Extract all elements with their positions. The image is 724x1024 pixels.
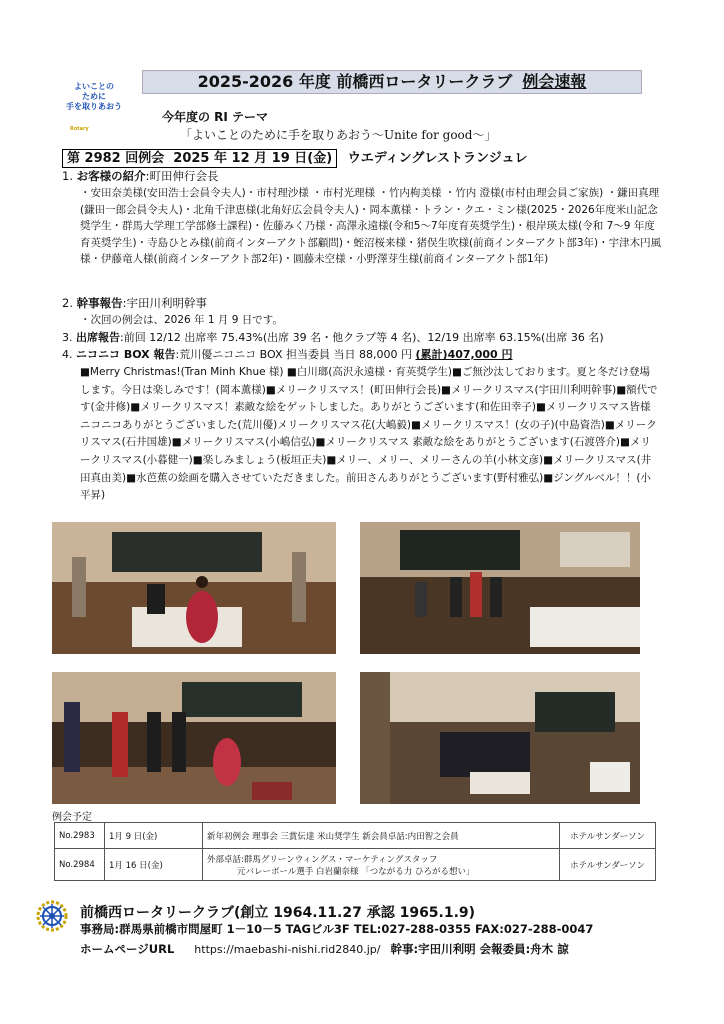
secretary-report: ・次回の例会は、2026 年 1 月 9 日です。	[80, 314, 283, 326]
footer-hp-line	[80, 941, 569, 957]
title-text: 2025-2026 年度 前橋西ロータリークラブ	[197, 72, 513, 91]
schedule-desc-line2: 元バレーボール選手 白岩蘭奈様 「つながる力 ひろがる想い」	[237, 866, 475, 877]
attendance-text: :前回 12/12 出席率 75.43%(出席 39 名・他クラブ等 4 名)、12/19 出席率 63.15%(出席 36 名)	[120, 331, 604, 344]
footer-hp-label: ホームページURL	[80, 942, 175, 956]
table-row	[55, 849, 656, 881]
schedule-desc-line1: 新年初例会 理事会 三賞伝達 米山奨学生 新会員卓話:内田智之会員	[207, 831, 459, 842]
section-number: 3.	[62, 331, 73, 344]
theme-label: 今年度の RI テーマ	[162, 110, 269, 124]
section-heading: お客様の紹介	[76, 169, 146, 183]
schedule-no: No.2983	[55, 823, 105, 849]
photo-students-singing	[360, 672, 640, 804]
section-secretary-heading	[62, 295, 207, 311]
footer-office: 事務局:群馬県前橋市問屋町 1－10－5 TAGビル3F TEL:027-288-0355 FAX:027-288-0047	[80, 922, 594, 936]
photo-guests-dancing	[360, 522, 640, 654]
section-heading: 出席報告	[76, 331, 120, 344]
nikoniko-amount: :荒川優ニコニコ BOX 担当委員 当日 88,000 円	[175, 348, 416, 361]
section-guests-heading	[62, 168, 219, 184]
photo-line-dance	[52, 672, 336, 804]
rotary-wheel-icon	[36, 900, 68, 932]
schedule-date: 1月 16 日(金)	[105, 849, 203, 881]
guest-list: ・安田奈美様(安田浩士会員令夫人)・市村理沙様 ・市村光理様 ・竹内枸美様 ・竹内 澄様(市村由理会員ご家族) ・鎌田真理(鎌田一郎会員令夫人)・北角千津恵様(北角好広会員令夫人)・岡本薫様・トラン・クエ・ミン様(2025・2026年度米山記念奨学生・群馬大学理工学部修士課程)・佐藤みく乃様・高澤永遠様(令和5～7年度育英奨学生)・根岸瑛太様(令和 7～9 年度育英奨学生)・寺島ひとみ様(前商インターアクト部顧問)・蛭沼桜来様・猪俣生吹様(前商インターアクト部3年)・宇津木円風様・伊藤竜人様(前商インターアクト部2年)・圓藤未空様・小野澤芽生様(前商インターアクト部1年)	[80, 187, 662, 265]
schedule-desc	[203, 849, 560, 881]
schedule-date: 1月 9 日(金)	[105, 823, 203, 849]
logo-line3: 手を取りあおう	[66, 102, 122, 111]
section-number: 4.	[62, 348, 73, 361]
table-row	[55, 823, 656, 849]
schedule-place: ホテルサンダーソン	[560, 849, 656, 881]
ri-theme-logo	[58, 82, 130, 144]
section-number: 2.	[62, 296, 73, 310]
photo-flamenco-dance	[52, 522, 336, 654]
schedule-label: 例会予定	[52, 812, 92, 823]
meeting-venue: ウエディングレストランジュレ	[347, 151, 528, 166]
nikoniko-messages: ■Merry Christmas!(Tran Minh Khue 様) ■白川瑯(高沢永遠様・育英奨学生)■ご無沙汰しております。夏と冬だけ登場します。今日は楽しみです！(岡本薫様)■メリークリスマス！(町田伸行会長)■メリークリスマス(宇田川利明幹事)■額代です(金井修)■メリークリスマス！素敵な絵をゲットしました。ありがとうございます(和佐田幸子)■メリークリスマス皆様ニコニコありがとうございました(荒川優)メリークリスマス花(大嶋毅)■メリークリスマス！(女の子)(中島資浩)■メリークリスマス(石井国雄)■メリークリスマス(小嶋信弘)■メリークリスマス 素敵な絵をありがとうございます(石渡啓介)■メリークリスマス(小暮健一)■楽しみましょう(板垣正夫)■メリー、メリー、メリーさんの羊(小林文彦)■メリークリスマス(井田真由美)■水芭蕉の絵画を購入させていただきました。前田さんありがとうございます(野村雅弘)■ジングルベル！！(小平昇)	[80, 366, 658, 502]
schedule-place: ホテルサンダーソン	[560, 823, 656, 849]
section-heading-rest: :町田伸行会長	[145, 169, 219, 183]
schedule-desc-line1: 外部卓話:群馬グリーンウィングス・マーケティングスタッフ	[207, 854, 438, 865]
schedule-desc	[203, 823, 560, 849]
page-title	[142, 70, 642, 94]
logo-rotary-text: Rotary	[70, 126, 89, 132]
section-attendance	[62, 330, 604, 346]
meeting-number: 第 2982 回例会	[67, 151, 165, 166]
footer-club-name: 前橋西ロータリークラブ(創立 1964.11.27 承認 1965.1.9)	[80, 905, 476, 921]
meeting-header	[62, 147, 527, 166]
meeting-date: 2025 年 12 月 19 日(金)	[173, 151, 333, 166]
nikoniko-total: (累計)407,000 円	[415, 348, 513, 361]
schedule-table	[54, 822, 656, 881]
schedule-no: No.2984	[55, 849, 105, 881]
section-heading-rest: :宇田川利明幹事	[122, 296, 208, 310]
section-heading: ニコニコ BOX 報告	[76, 348, 176, 361]
logo-line2: ために	[82, 92, 106, 101]
theme-text: 「よいことのために手を取りあおう～Unite for good～」	[180, 128, 497, 142]
homepage-link[interactable]: https://maebashi-nishi.rid2840.jp/	[194, 943, 381, 956]
section-nikoniko-heading	[62, 347, 513, 363]
logo-line1: よいことの	[74, 82, 114, 91]
section-number: 1.	[62, 169, 73, 183]
footer-staff: 幹事:宇田川利明 会報委員:舟木 諒	[390, 942, 569, 956]
meeting-info-box	[62, 149, 337, 168]
section-heading: 幹事報告	[76, 296, 123, 310]
title-suffix: 例会速報	[522, 72, 587, 91]
